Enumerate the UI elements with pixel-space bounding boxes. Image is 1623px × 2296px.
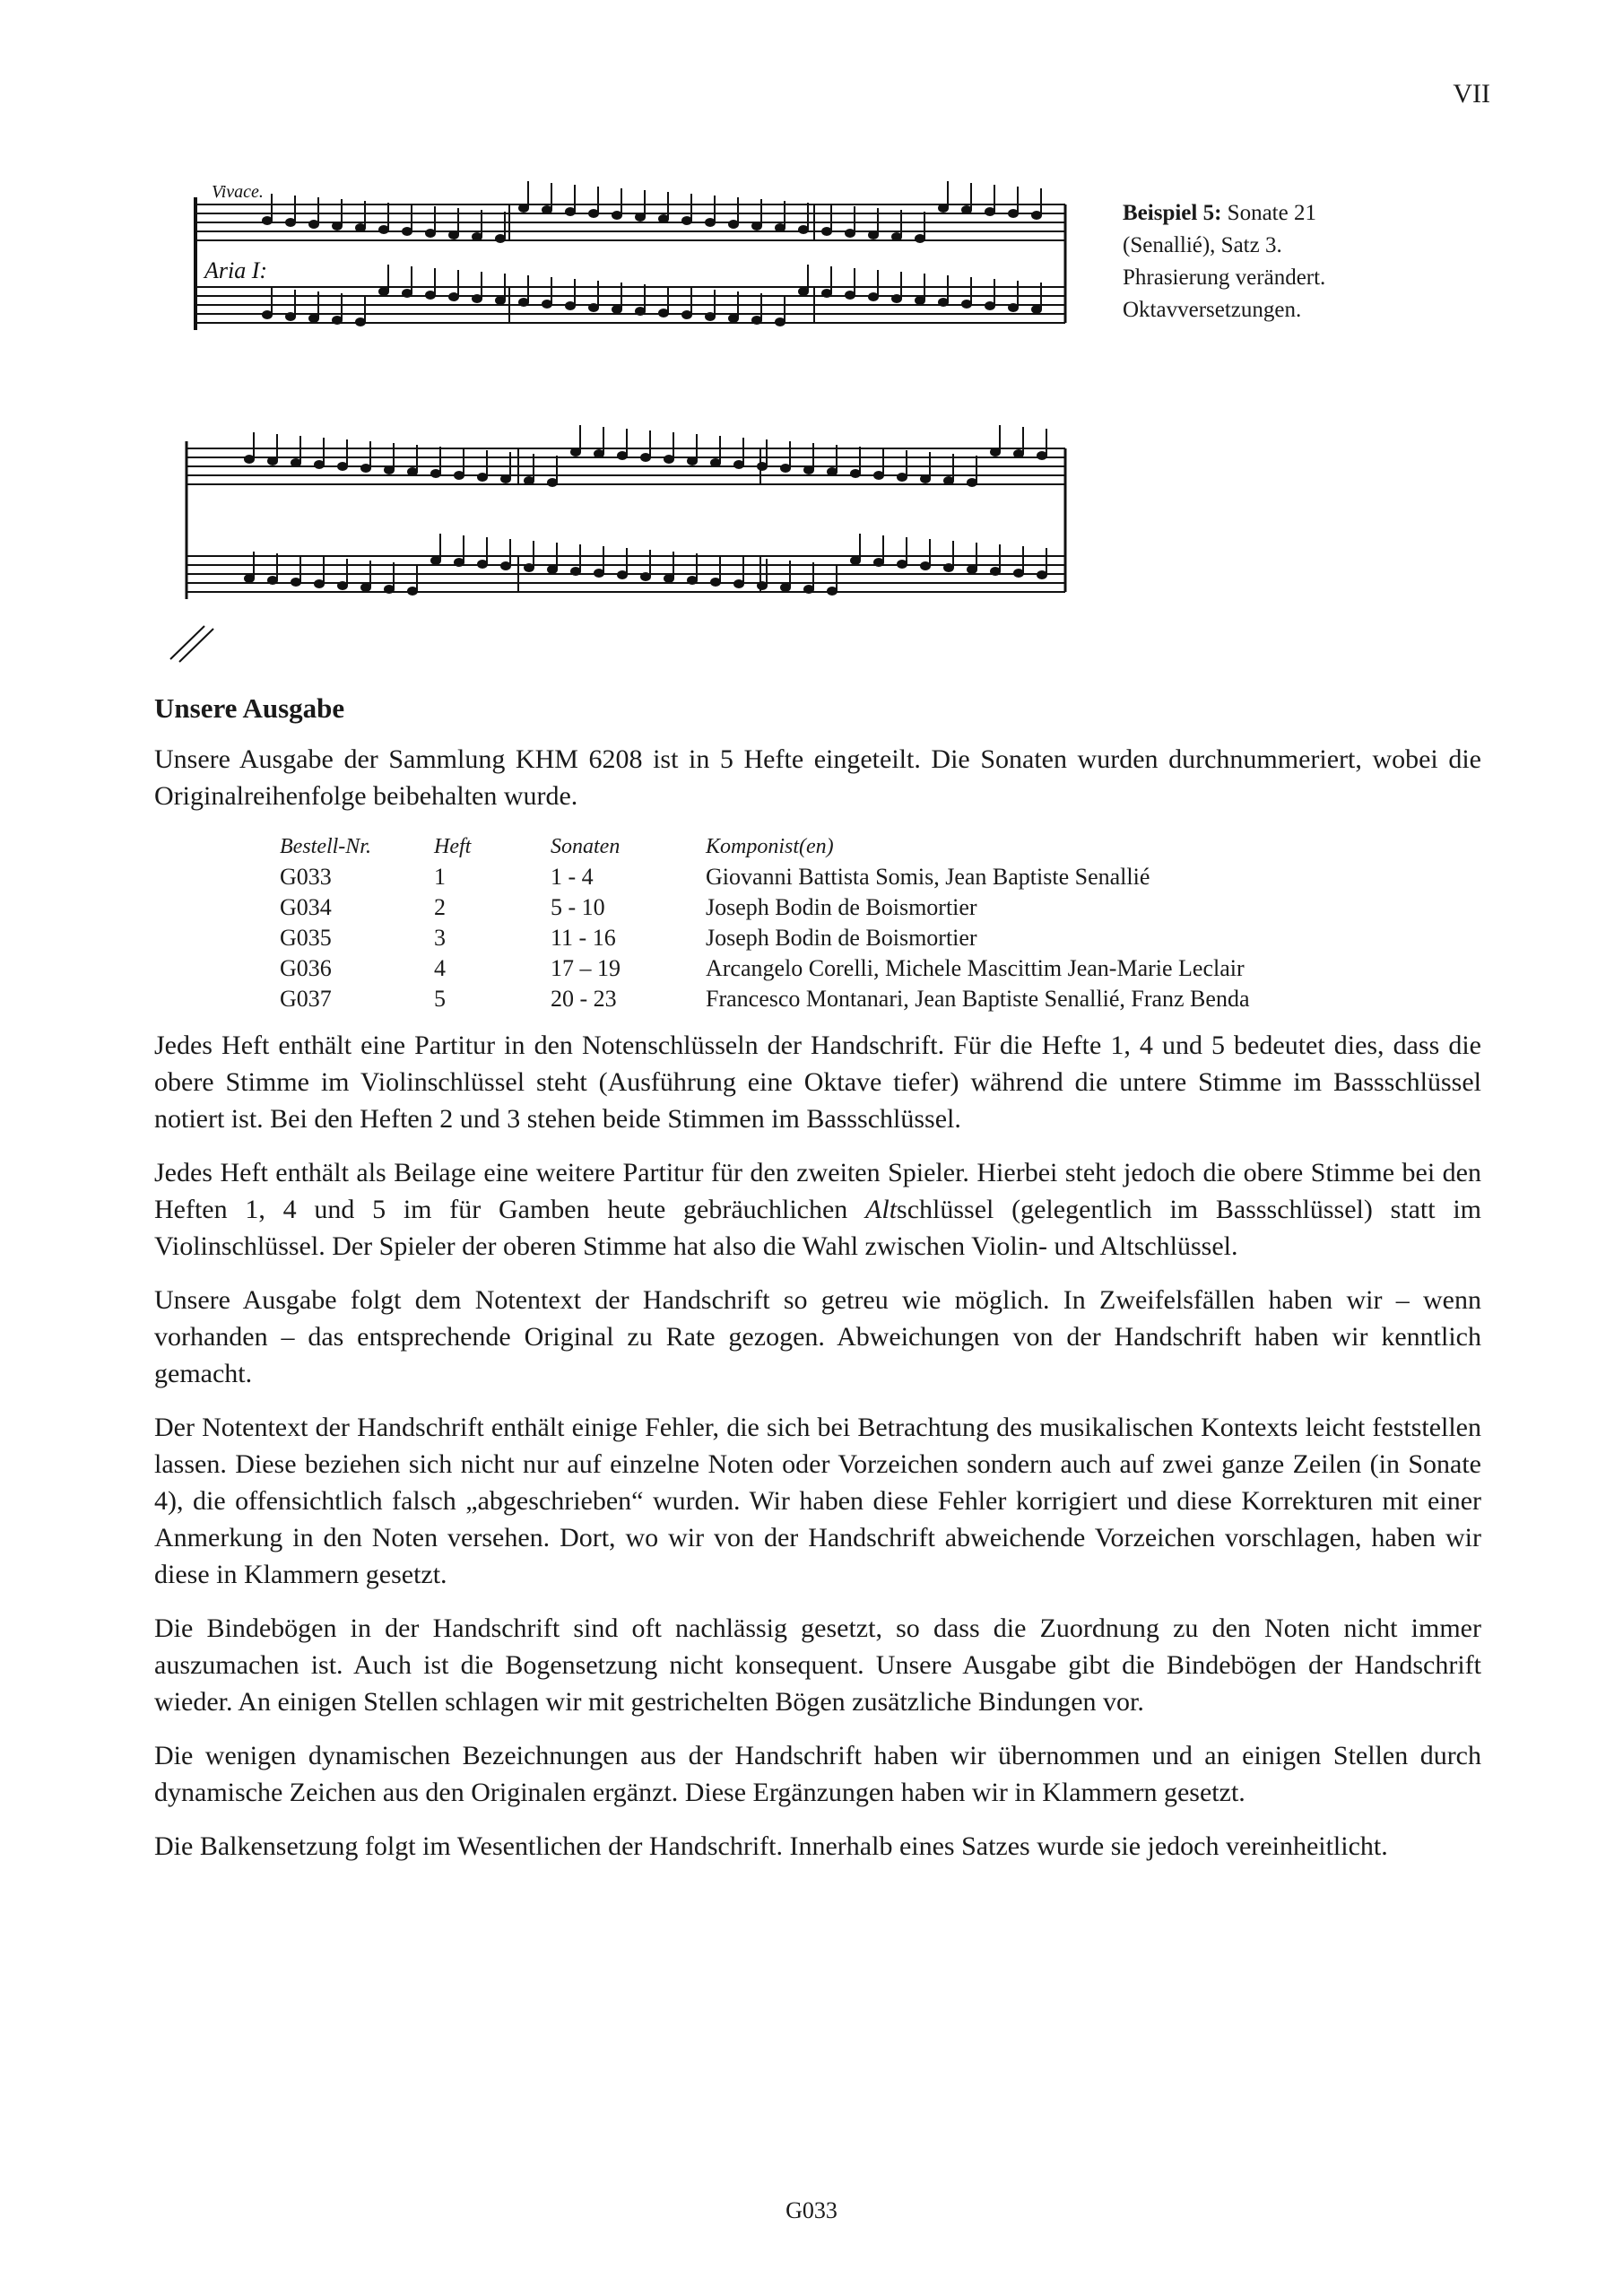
note-head [874,472,883,479]
note-head [542,206,551,213]
figure-caption [1123,197,1392,326]
note-head [781,584,790,591]
note-head [776,318,785,326]
cell-sonatas: 5 - 10 [551,894,605,920]
note-head [898,561,907,568]
note-head [758,463,767,470]
note-head [968,479,976,486]
note-head [962,300,971,308]
note-head [519,204,528,212]
intro-paragraph: Unsere Ausgabe der Sammlung KHM 6208 ist in 5 Hefte eingeteilt. Die Sonaten wurden durchnummeriert, wobei die Originalreihenfolge beibehalten wurde. [154,744,1481,811]
note-head [664,456,673,463]
note-head [869,293,878,300]
note-head [939,299,948,306]
cell-sonatas: 11 - 16 [551,925,616,951]
note-head [548,566,557,573]
note-head [682,311,691,318]
note-head [985,302,994,309]
note-head [548,479,557,486]
note-head [356,318,365,326]
note-head [496,235,505,242]
note-head [525,564,534,571]
note-head [589,304,598,311]
paragraph-clefs: Jedes Heft enthält eine Partitur in den Notenschlüsseln der Handschrift. Für die Hefte 1, 4 und 5 bedeutet dies, dass die obere Stimme im Violinschlüssel steht (Ausführung eine Oktave tiefer) während die untere Stimme im Bassschlüssel notiert ist. Bei den Heften 2 und 3 stehen beide Stimmen im Bassschlüssel. [154,1031,1481,1134]
note-head [641,454,650,461]
note-head [309,315,318,322]
header-order-number: Bestell-Nr. [280,834,371,858]
note-head [682,217,691,224]
note-head [519,299,528,306]
note-head [711,578,720,586]
note-head [758,582,767,589]
note-head [403,290,412,297]
note-head [309,221,318,228]
note-head [449,231,458,239]
note-head [361,465,370,472]
cell-order-number: G035 [280,925,332,951]
cell-order-number: G036 [280,955,332,981]
note-head [781,465,790,472]
note-head [333,317,342,324]
note-head [1014,450,1023,457]
note-head [799,288,808,295]
note-head [944,477,953,484]
note-head [828,468,837,475]
note-head [985,208,994,215]
note-head [846,291,855,299]
note-head [944,564,953,571]
note-head [1009,210,1018,217]
note-head [496,297,505,304]
note-head [361,584,370,591]
editions-table [280,831,1333,1014]
note-head [501,475,510,483]
cell-order-number: G037 [280,986,332,1012]
note-head [752,317,761,324]
table-row [280,862,1333,892]
header-volume: Heft [434,834,472,858]
score-title: Aria I: [204,257,268,283]
table-row [280,923,1333,953]
note-head [851,557,860,564]
note-head [939,204,948,212]
caption-text: Sonate 21 (Senallié), Satz 3. Phrasierung verändert. Oktavversetzungen. [1123,201,1326,322]
header-composers: Komponist(en) [706,834,834,858]
note-head [379,226,388,233]
cell-volume: 2 [434,894,446,920]
note-head [408,587,417,595]
section-heading: Unsere Ausgabe [154,692,345,724]
paragraph-fidelity: Unsere Ausgabe folgt dem Notentext der Handschrift so getreu wie möglich. In Zweifelsfällen haben wir – wenn vorhanden – das entsprechende Original zu Rate gezogen. Abweichungen von der Handschrift haben wir kenntlich gemacht. [154,1285,1481,1388]
cell-composers: Arcangelo Corelli, Michele Mascittim Jean-Marie Leclair [706,955,1245,981]
note-head [263,217,272,224]
note-head [874,559,883,566]
note-head [636,213,645,221]
note-head [688,577,697,584]
note-head [612,306,621,313]
note-head [706,219,715,226]
note-head [991,568,1000,575]
table-row [280,892,1333,923]
note-head [828,587,837,595]
note-head [595,570,603,577]
cell-sonatas: 1 - 4 [551,864,594,890]
paragraph-slurs: Die Bindebögen in der Handschrift sind oft nachlässig gesetzt, so dass die Zuordnung zu den Noten nicht immer auszumachen ist. Auch ist die Bogensetzung nicht konsequent. Unsere Ausgabe gibt die Bindebögen der Handschrift wieder. An einigen Stellen schlagen wir mit gestrichelten Bögen zusätzliche Bindungen vor. [154,1613,1481,1717]
paragraph-dynamics: Die wenigen dynamischen Bezeichnungen aus der Handschrift haben wir übernommen und an einigen Stellen durch dynamische Zeichen aus den Originalen ergänzt. Diese Ergänzungen haben wir in Klammern gesetzt. [154,1741,1481,1807]
main-content [154,691,1481,1882]
note-head [291,578,300,586]
note-head [804,586,813,593]
note-head [589,210,598,217]
note-head [892,233,901,240]
staff-lines-2 [195,287,1065,323]
cell-volume: 1 [434,864,446,890]
note-head [898,474,907,481]
cell-composers: Joseph Bodin de Boismortier [706,894,977,920]
note-head [1037,571,1046,578]
paragraph-beaming: Die Balkensetzung folgt im Wesentlichen der Handschrift. Innerhalb eines Satzes wurde sie jedoch vereinheitlicht. [154,1831,1388,1861]
note-head [916,235,924,242]
staff-lines-1 [195,204,1065,240]
cell-composers: Joseph Bodin de Boismortier [706,925,977,951]
note-head [403,228,412,235]
cell-order-number: G034 [280,894,332,920]
note-head [449,293,458,300]
note-head [1032,212,1041,219]
note-head [659,215,668,222]
note-head [315,461,324,468]
note-head [729,315,738,322]
note-head [542,300,551,308]
cell-volume: 3 [434,925,446,951]
note-head [333,222,342,230]
note-head [571,448,580,456]
note-head [1014,570,1023,577]
caption-label: Beispiel 5: [1123,201,1222,225]
note-head [431,557,440,564]
header-sonatas: Sonaten [551,834,621,858]
note-head [385,586,394,593]
note-head [916,297,924,304]
cell-volume: 5 [434,986,446,1012]
note-head [734,461,743,468]
note-head [921,562,930,570]
note-head [869,231,878,239]
note-head [921,475,930,483]
note-head [501,562,510,570]
note-head [268,457,277,465]
note-head [711,459,720,466]
note-head [455,559,464,566]
note-head [566,302,575,309]
note-head [525,477,534,484]
music-example-image [169,179,1083,664]
note-head [286,313,295,320]
note-head [822,228,831,235]
italic-alt: Alt [865,1195,898,1224]
cell-volume: 4 [434,955,446,981]
note-head [618,452,627,459]
note-head [804,466,813,474]
note-head [612,212,621,219]
note-head [729,221,738,228]
note-head [618,571,627,578]
note-head [659,309,668,317]
note-head [268,577,277,584]
paragraph-errors: Der Notentext der Handschrift enthält einige Fehler, die sich bei Betrachtung des musikalischen Kontexts leicht feststellen lassen. Diese beziehen sich nicht nur auf einzelne Noten oder Vorzeichen sondern auch auf zwei ganze Zeilen (in Sonate 4), die offensichtlich falsch „abgeschrieben“ wurden. Wir haben diese Fehler korrigiert und diese Korrekturen mit einer Anmerkung in den Noten versehen. Dort, wo wir von der Handschrift abweichende Vorzeichen vorschlagen, haben wir diese in Klammern gesetzt. [154,1413,1481,1589]
note-head [706,313,715,320]
note-head [571,568,580,575]
note-head [734,580,743,587]
note-head [688,457,697,465]
note-head [286,219,295,226]
note-head [473,295,482,302]
note-head [799,226,808,233]
note-head [408,468,417,475]
note-head [291,459,300,466]
cell-sonatas: 20 - 23 [551,986,617,1012]
note-head [426,230,435,237]
note-head [595,450,603,457]
note-head [776,224,785,231]
cell-order-number: G033 [280,864,332,890]
note-head [473,233,482,240]
note-head [431,470,440,477]
note-head [338,582,347,589]
note-head [968,566,976,573]
note-head [1037,452,1046,459]
note-head [636,308,645,315]
page-number: VII [1453,79,1490,109]
note-head [356,224,365,231]
note-head [664,575,673,582]
note-head [455,472,464,479]
note-head [892,295,901,302]
note-head [851,470,860,477]
note-head [752,222,761,230]
note-head [385,466,394,474]
note-head [426,291,435,299]
note-head [245,456,254,463]
note-head [566,208,575,215]
note-head [822,290,831,297]
note-head [245,575,254,582]
paragraph-supplement: Jedes Heft enthält als Beilage eine weitere Partitur für den zweiten Spieler. Hierbei steht jedoch die obere Stimme bei den Heften 1, 4 und 5 im für Gamben heute gebräuchlichen Altschlüssel (gelegentlich im Bassschlüssel) statt im Violinschlüssel. Der Spieler der oberen Stimme hat also die Wahl zwischen Violin- und Altschlüssel. [154,1158,1482,1261]
cell-sonatas: 17 – 19 [551,955,621,981]
note-head [315,580,324,587]
note-head [1009,304,1018,311]
table-header-row [280,831,1333,862]
table-row [280,984,1333,1014]
score-tempo: Vivace. [212,182,264,202]
note-head [263,311,272,318]
note-head [962,206,971,213]
note-head [846,230,855,237]
note-head [478,561,487,568]
table-row [280,953,1333,984]
note-head [991,448,1000,456]
note-head [379,288,388,295]
footer-code: G033 [785,2197,838,2223]
cell-composers: Giovanni Battista Somis, Jean Baptiste Senallié [706,864,1150,890]
cell-composers: Francesco Montanari, Jean Baptiste Senallié, Franz Benda [706,986,1250,1012]
note-head [338,463,347,470]
note-head [1032,306,1041,313]
note-head [641,573,650,580]
note-head [478,474,487,481]
